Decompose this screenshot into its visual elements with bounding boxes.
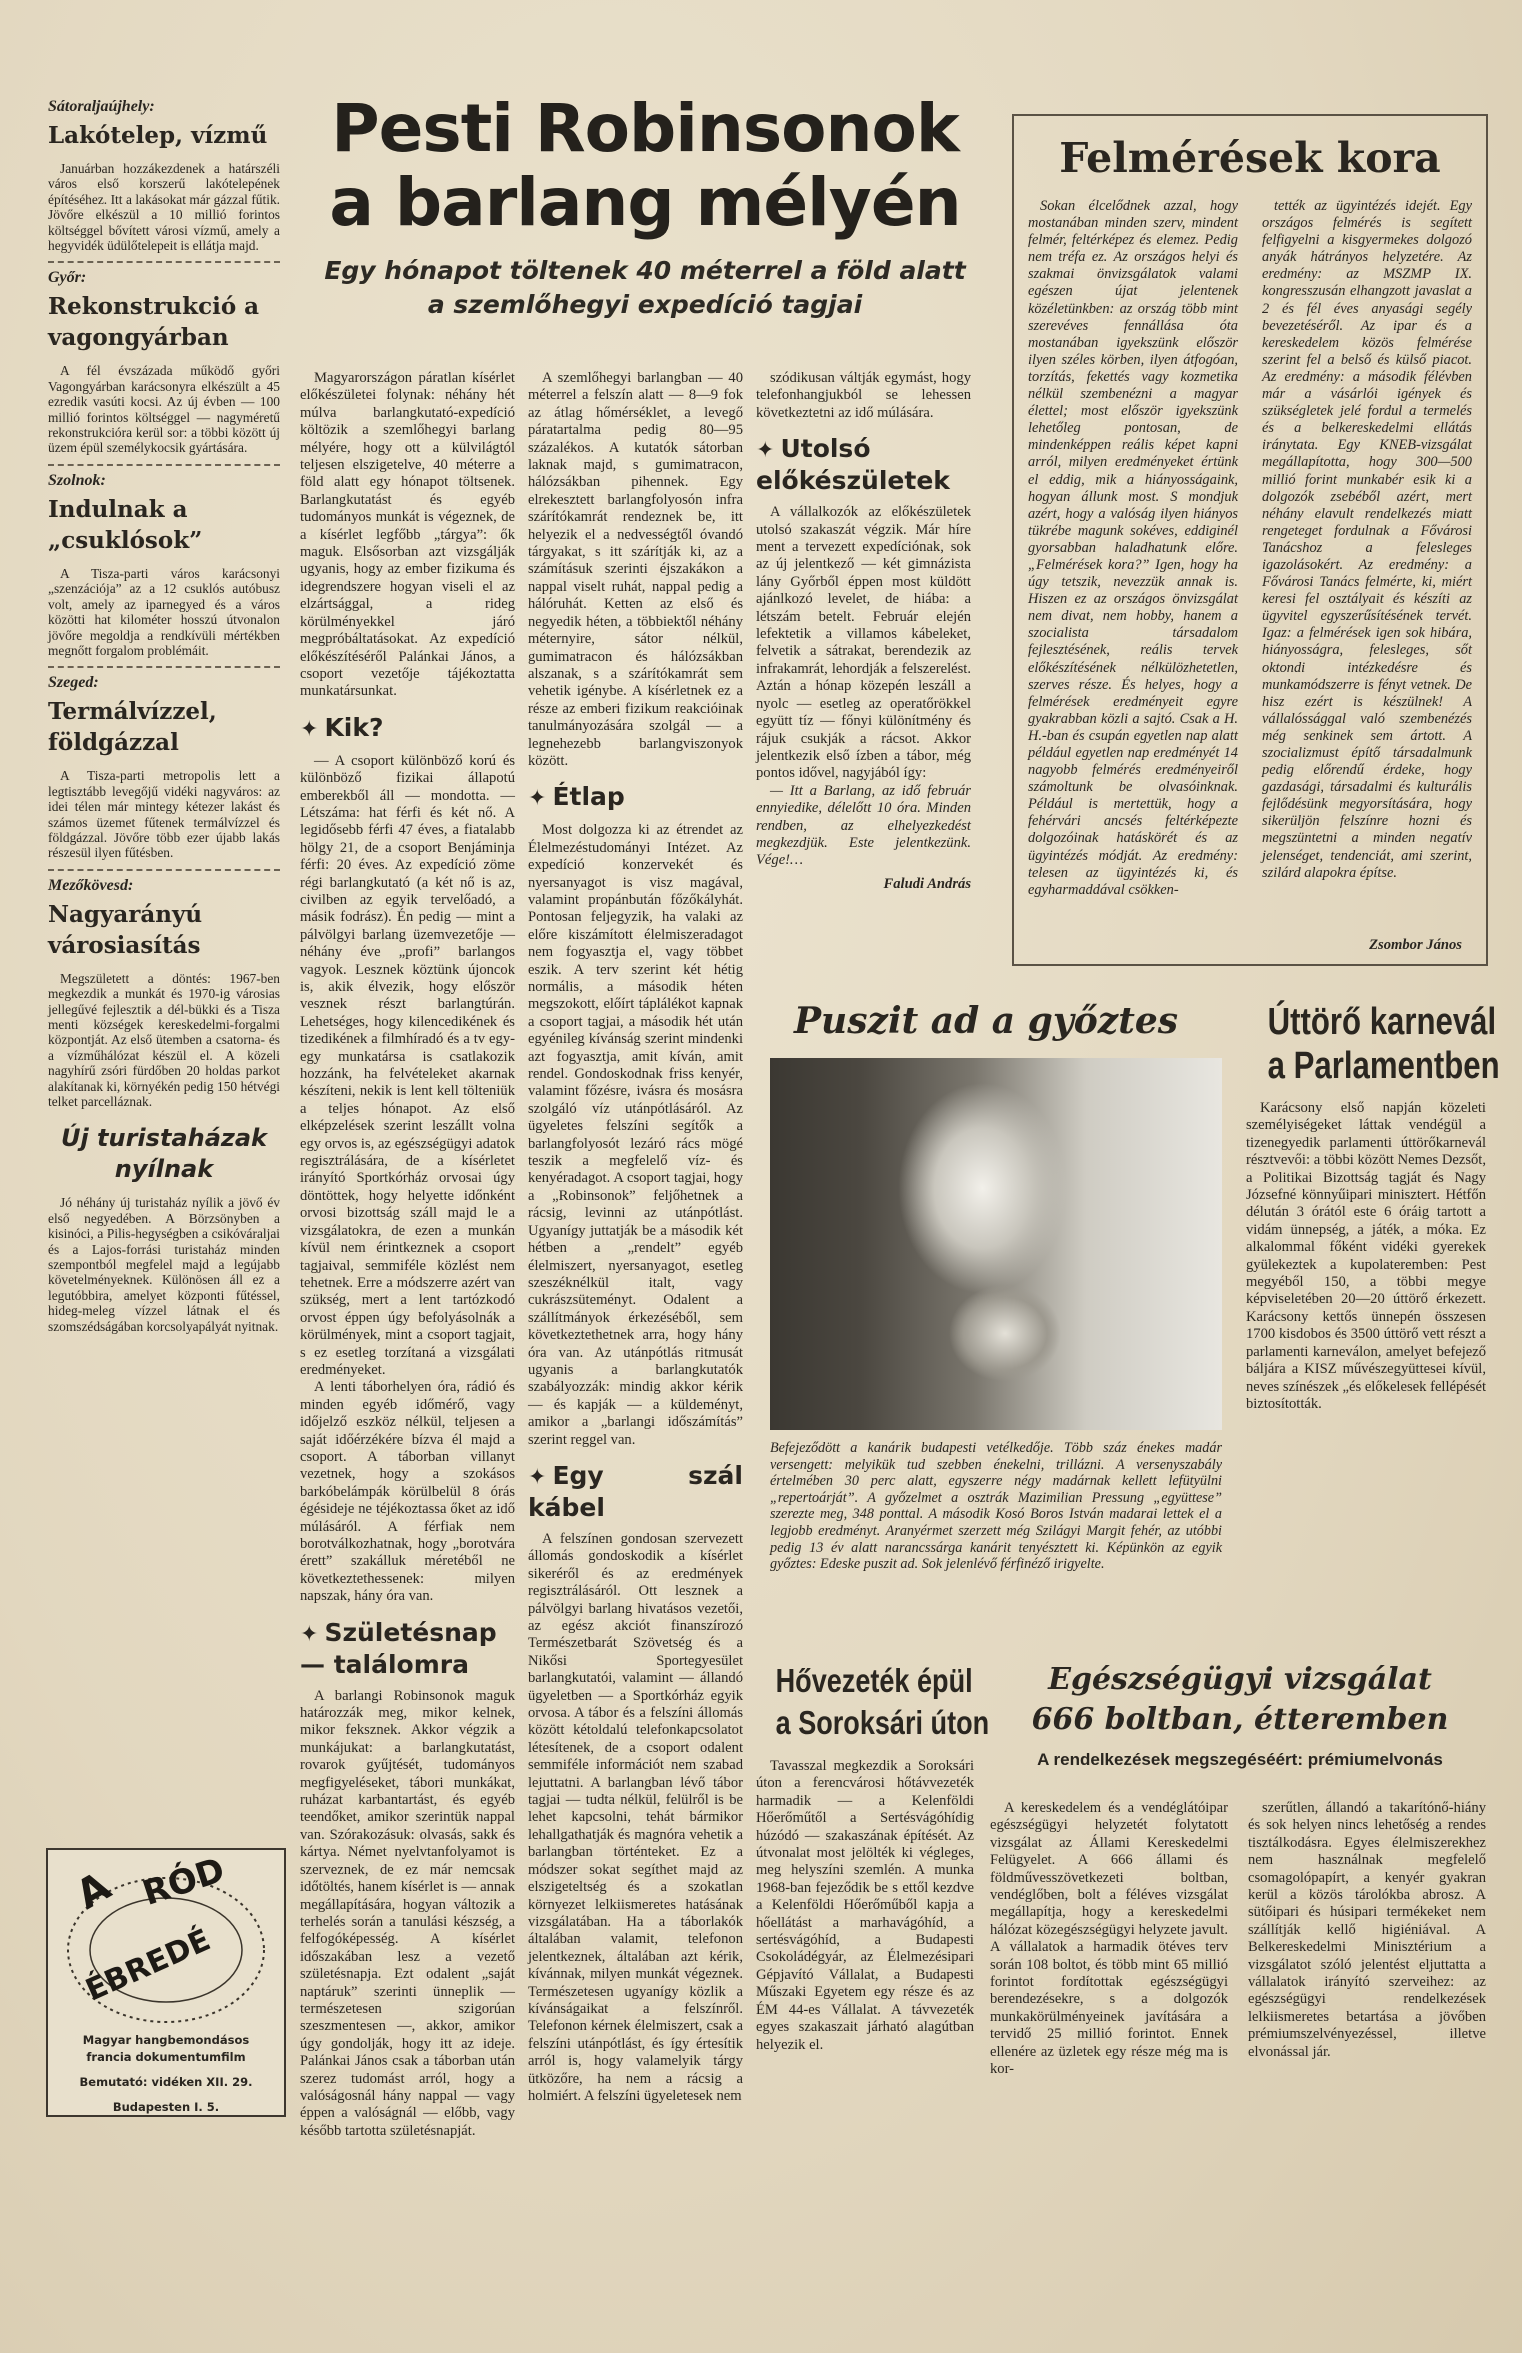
felmeresek-column-2: tették az ügyintézés idejét. Egy országos felmérés is segített felfigyelni a kisgyermekes dolgozó anyák hátrányos helyzetére. Az eredmény: az MSZMP IX. kongresszusán elhangzott javaslat a 2 és fél éves anyasági segély bevezetéséről. Az ipar és a kereskedelem közös felmérése szerint fel a belső és külső piacot. Az eredmény: a második félévben már a vásárlói igények és szükségletek jelé fordul a termelés és a belkereskedelmi ellátás iránytata. Egy KNEB-vizsgálat megállapította, hogy 300—500 millió forint munkabér esik ki a dolgozók zsebéből azért, mert néhány elavult rendelkezés miatt rengeteget fordulnak a Fővárosi Tanácshoz a felesleges igazolásokért. Az eredmény: a Fővárosi Tanács felmérte, ki, miért keresi fel osztályait és készíti az ügyvitel egyszerűsítésének tervét. Igaz: a felmérések igen sok hibára, hiányosságra, felesleges, sőt oktondi intézkedésre és munkamódszerre is fényt vetnek. De hisz ezért is készülnek! A vállalóssággal való szembenézés még senkinek sem ártott. A szocializmust építő társadalmunk pedig előrendű érdeke, hogy gazdasági, társadalmi és kulturális fejlődésünk megyorsítására, hogy sikerüljön felszínre hozni és megszüntetni a minden negatív jelenséget, tendenciát, ami szerint, szilárd alapokra építse. [1262, 198, 1472, 881]
paragraph: Most dolgozza ki az étrendet az Élelmezéstudományi Intézet. Az expedíció konzervekét és nyersanyagot is visz magával, valamint propánbután főzőkályhát. Pontosan feljegyzik, ha valaki az előre kiszámított élelmiszeradagot nem fogyasztja el, vagy többet eszik. A terv szerint két hétig normális, a második héten megszokott, előírt táplálékot kapnak a csoport tagjai, a második hét után egyénileg kívánság szerint mindenki azt fogyasztja, amit kíván, amit rendel. Gondoskodnak friss kenyér, valamint főzésre, ivásra és mosásra szolgáló víz utánpótlásáról. Az ügyeletes felszíni segítők a barlangfolyosót lezáró rács mögé teszik a megfelelő víz- és kenyéradagot. A csoport tagjai, hogy a „Robinsonok” feljőhetnek a rácsig, levinni az utánpótlást. Ugyanígy juttatják be a második két hétben a „rendelt” egyéb élelmiszert, nyersanyagot, esetleg szeszéknélkül italt, vagy cukrászsüteményt. Odalent a szállítmányok érkezéséből, sem következtethetnek arra, hogy hány óra van. Az utánpótlás ritmusát ugyanis a barlangkutatók szabályozzák: mindig akkor kérik — és kapják — a küldeményt, amikor a „barlangi időszámítás” szerint reggel van. [528, 822, 743, 1448]
news-item-gyor [48, 269, 280, 455]
paragraph: A barlangi Robinsonok maguk határozzák meg, mikor kelnek, mikor feksznek. Akkor végzik a munkájukat: a barlangkutatást, rovarok gyűjtését, tudományos megfigyeléseket, tábori munkákat, ruházat karbantartást, és egyéb teendőket, amikor szerintük nappal van. Szórakozásuk: olvasás, sakk és kártya. Német nyelvtanfolyamot is szerveznek, de ez már nemcsak időtöltés, hanem kísérlet is — annak megállapítására, hogyan változik a terhelés során a tanulási készség, a felfogóképesség. A kísérlet időszakában lesz a vezető születésnapja. Ezt odalent „saját naptáruk” szerinti ünneplik — természetesen szigorúan szeszmentesen —, akkor, amikor úgy gondolják, hogy itt az ideje. Palánkai János csak a táborban után szerez tudomást arról, hogy a valóságosnál hány nappal — vagy éppen a valóságnál — előbb, vagy később tartotta születésnapját. [300, 1687, 515, 2139]
section-heading-kik: ✦ Kik? [300, 712, 384, 742]
divider [48, 869, 280, 871]
author-signature: Zsombor János [1369, 937, 1462, 953]
section-heading-szuletesnap: ✦ Születésnap — találomra [300, 1617, 497, 1679]
news-text: Januárban hozzákezdenek a határszéli város első korszerű lakótelepének építéséhez. Itt a lakásokat már gázzal fűtik. Jövőre elkészül a 10 millió forintos költséggel bővített városi vízmű, amely a hegyvidék üdülőtelepeit is ellátja majd. [48, 161, 280, 254]
dateline: Mezőkövesd: [48, 876, 134, 894]
news-text: A Tisza-parti metropolis lett a legtisztább levegőjű vidéki nagyváros: az idei télen már mintegy kétezer lakást és számos üzemet fűtenek termálvízzel és földgázzal. Jövőre több ezer újabb lakás részesül ilyen fűtésben. [48, 768, 280, 861]
felmeresek-column-1: Sokan élcelődnek azzal, hogy mostanában minden szerv, mindent felmér, feltérképez és elemez. Pedig nem tréfa ez. Az országos helyi és szakmai önvizsgálatok valami egészen újat jelentenek közéletünkben: az ország több mint szerevéves fennállása óta mostanában igyekszünk először ilyen széles körben, ilyen átfogóan, torzítás, fekettés vagy kozmetika nélkül szembenézni a magyar élettel; most először igyekszünk lehetőleg pontosan, de mindenképpen reális képet kapni arról, milyen eredményeket értünk el eddig, mik a hiányosságaink, hogyan állunk most. S mondjuk azért, hogy a valóság ilyen hiányos tükrébe magunk sokéves, eddiginél gyorsabban haladhatunk előre. „Felmérések kora?” Igen, hogy ha úgy tetszik, nevezzük annak is. Hiszen ez az országos önvizsgálat nem divat, nem hobby, hanem a szocialista társadalom fejlesztésének, reális tervek előkészítésének nélkülözhetetlen, szerves része. És helyes, hogy a felmérések eredményeit egyre gyakrabban közli a sajtó. Csak a H. H.-ban és csupán egyetlen nap alatt például egyetlen nap eredményét 14 nagyobb felmérés eredményeiről számoltunk be olvasóinknak. Például is mertettük, hogy a fehérvári ancsés feltérképezte dolgozóinak hatáskörét és az ügyintézés módját. Az eredmény: telesen az ügyintézés ki, és egyharmaddával csökken- [1028, 198, 1238, 898]
paragraph: szódikusan váltják egymást, hogy telefonhangjukból se lehessen következtetni az idő múlására. [756, 370, 971, 421]
paragraph: — A csoport különböző korú és különböző fizikai állapotú emberekből áll — mondotta. — Létszáma: hat férfi és két nő. A legidősebb férfi 47 éves, a fiatalabb hölgy 21, de a csoport Benjáminja férfi: 20 éves. Az expedíció zöme régi barlangkutató (a két nő is az, civilben az egyik tervelőadó, a másik fodrász). Én pedig — mint a pálvölgyi barlang üzemvezetője — néhány éve „profi” barlangos vagyok. Lesznek köztünk újoncok is, akik élvezik, hogy először vesznek részt barlangtúrán. Lehetséges, hogy kilencedikének és tizedikének a filmhíradó és a tv egy-egy munkatársa is csatlakozik hozzánk, ha felvételeket akarnak készíteni, nekik is lent kell tölteniük a teljes hónapot. Az első elképzelések szerint leszállt volna egy orvos is, az egészségügyi adatok regisztrálására, de a kísérletet irányító Sportkórház orvosai úgy döntöttek, hogy helyette időnként orvosi bizottság száll majd le a vizsgálatokra, de ezen a munkán kívül nem érintkeznek a csoport tagjaival, semmiféle közlést nem tehetnek. Erre a módszerre azért van szükség, mert a lent tartózkodó orvost éppen úgy befolyásolnák a körülmények, mint a csoport tagjait, s ez esetleg torzítaná a vizsgálati eredményeket. [300, 752, 515, 1378]
egeszseg-column-2: szerűtlen, állandó a takarítónő-hiány és sok helyen nincs lehetőség a rendes tisztálkodásra. Egyes élelmiszerekhez nem használnak megfelelő csomagolópapírt, a kenyér gyakran kerül a közös tárolókba abrosz. A sütőipari és húsipari termékeket nem szállítják kellő higiéniával. A Belkereskedelmi Minisztérium a vizsgálatot szóló jelentést eljuttatta a vállalatok irányító szerveihez: az egészségügyi rendelkezések lelkiismeretes betartása a jövőben prémiumszelvényezéssel, illetve elvonással jár. [1248, 1800, 1486, 2060]
hovezetek-article [756, 1660, 990, 2230]
kiss-photo [770, 1058, 1222, 1430]
dateline: Szeged: [48, 674, 99, 692]
ad-title-word-2: RÓD [137, 1850, 230, 1914]
news-item-satoraljaujhely [48, 98, 280, 253]
news-text: A Tisza-parti város karácsonyi „szenzációja” az a 12 csuklós autóbusz volt, amely az iparnegyed és a város közötti hat kilométer hosszú útvonalon jövőre megoldja a rendkívüli mértékben megnőtt forgalom problémáit. [48, 565, 280, 658]
egeszseg-article [990, 1660, 1490, 2230]
puszit-title: Puszit ad a győztes [793, 1000, 1179, 1042]
headline: Termálvízzel, földgázzal [48, 698, 217, 757]
section-heading-utolso: ✦ Utolsó előkészületek [756, 434, 950, 496]
headline: Nagyarányú városiasítás [48, 900, 203, 959]
main-subtitle-line-1: Egy hónapot töltenek 40 méterrel a föld alatt [324, 256, 966, 285]
uttoro-title-line-1: Úttörő karnevál [1267, 1001, 1497, 1043]
news-item-szeged [48, 674, 280, 860]
photo-caption: Befejeződött a kanárik budapesti vetélkedője. Több száz énekes madár versengett: melyikük tud szebben énekelni, trillázni. A versenyszabály értelmében 30 perc alatt, egyszerre négy madárnak kellett lefütyülni „repertoárját”. A győzelmet a osztrák Mazimilian Pressung „együttese” szerezte meg, 348 ponttal. A második Kosó Boros István madarai lettek el a legjobb eredményt. Aranyérmet szerzett még Szilágyi Margit fehér, az utóbbi pedig 13 év alatt narancssárga kanárit tenyésztett ki. Képünkön az egyik győztes: Edeske puszit ad. Sok jelenlévő férfinéző irigyelte. [770, 1440, 1222, 1573]
hovezetek-title-line-1: Hővezeték épül [775, 1662, 973, 1699]
news-item-szolnok [48, 472, 280, 658]
main-headline [300, 92, 990, 322]
ad-title-word-1: A [68, 1863, 119, 1919]
ad-title-word-3: ÉBREDÉ [80, 1922, 216, 2009]
main-article-column-2 [528, 370, 743, 2104]
egeszseg-title-line-2: 666 boltban, étteremben [1031, 1702, 1449, 1737]
main-title-line-1: Pesti Robinsonok [331, 90, 959, 167]
felmeresek-box [1012, 114, 1488, 966]
ad-line: Budapesten I. 5. [112, 2100, 220, 2114]
paragraph: A vállalkozók az előkészületek utolsó szakaszát végzik. Már híre ment a tervezett expedíciónak, sok az új jelentkező — két gimnázista lány Győrből éppen most küldött ajánlkozó levelet, de hiába: a létszám betelt. Február elején lefektetik a villamos kábeleket, felvetik a sátrakat, berendezik az infrakamrát, lehordják a felszerelést. Aztán a hónap közepén leszáll a nyolc — esetleg az operatőrökkel együtt tíz — főnyi különítmény és rájuk csukják a rácsot. Akkor jelentkezik első ízben a tábor, még pontos idővel, nagyjából így: [756, 504, 971, 782]
divider [48, 666, 280, 668]
section-heading-egy-szal-kabel: ✦ Egy szál kábel [528, 1460, 743, 1522]
felmeresek-title: Felmérések kora [1059, 134, 1441, 182]
uttoro-title-line-2: a Parlamentben [1267, 1045, 1500, 1087]
paragraph: Magyarországon páratlan kísérlet előkészületei folynak: néhány hét múlva barlangkutató-expedíció költözik a szemlőhegyi barlang mélyére, hogy ott a külvilágtól teljesen elszigetelve, 40 méterre a föld alatt egy hónapot töltsenek. Barlangkutatást és egyéb tudományos munkát is végeznek, de a kísérlet legfőbb „tárgya”: ők maguk. Elsősorban azt vizsgálják ugyanis, hogy az ember fizikuma és idegrendszere hogyan viseli el az elzártsággal, a rideg körülményekkel járó megpróbáltatásokat. Az expedíció előkészítéséről Palánkai János, a csoport vezetője tájékoztatta munkatársunkat. [300, 370, 515, 700]
uttoro-article [1246, 1000, 1500, 1640]
divider [48, 261, 280, 263]
ad-line: Magyar hangbemondásos [82, 2033, 250, 2047]
turistahaz-text: Jó néhány új turistaház nyílik a jövő év első negyedében. A Börzsönyben a kisinóci, a Pilis-hegységben a csikóváraljai és a Lajos-forrási turistaház minden szempontból megfelel majd a legújabb követelményeknek. Különösen áll ez a legutóbbira, amelyet központi fűtéssel, hideg-meleg vízzel látnak el és szomszédságában korcsolyapályát nyitnak. [48, 1195, 280, 1334]
dateline: Győr: [48, 269, 87, 287]
dateline: Szolnok: [48, 471, 106, 489]
egeszseg-title-line-1: Egészségügyi vizsgálat [1048, 1662, 1432, 1697]
headline: Indulnak a „csuklósok” [48, 495, 203, 554]
hovezetek-text: Tavasszal megkezdik a Soroksári úton a ferencvárosi hőtávvezeték harmadik — a Kelenföldi Hőerőműtől a Sertésvágóhídig húzódó — szakaszának építését. Az útvonalat most jelölték ki végleges, meg helyszíni szemlén. A munka 1968-ban fejeződik be s ettől kezdve a Kelenföldi Hőerőműből kapja a hőellátást a marhavágóhíd, a sertésvágóhíd, a Budapesti Csokoládégyár, az Élelmezésipari Gépjavító Vállalat, a Budapesti Műszaki Egyetem egy része és az ÉM 44-es Vállalat. A távvezeték egyes szakaszait járható alagútban helyezik el. [756, 1758, 974, 2053]
turistahaz-article [48, 1123, 280, 1334]
paragraph: A szemlőhegyi barlangban — 40 méterrel a felszín alatt — 8—9 fok az átlag hőmérséklet, a levegő páratartalma pedig 80—95 százalékos. A kutatók sátorban laknak majd, s gumimatracon, hálózsákban pihennek. Egy elrekesztett barlangfolyosón infra szárítókamrát rendeznek be, itt helyezik el a nedvességtől óvandó tárgyakat, s itt szárítják ki, az a számításuk szerinti éjszakákon a nappal viselt ruhát, nappal pedig a hálóruhát. Ketten az első és negyedik héten, a többiektől néhány méternyire, sátor nélkül, gumimatracon és hálózsákban alszanak, s a szárítókamrát sem vehetik igénybe. A kísérletnek ez a része az emberi fizikum reakcióinak tanulmányozására szolgál — a legnehezebb barlangviszonyok között. [528, 370, 743, 769]
left-news-column [48, 92, 280, 1812]
paragraph: A lenti táborhelyen óra, rádió és minden egyéb időmérő, vagy időjelző eszköz nélkül, teljesen a saját időérzékére bízva él majd a csoport. A táborban villanyt vezetnek, hogy a szokásos barkóbelámpák körülbelül 8 órás égésideje ne téjékoztassa őket az idő múlásáról. A férfiak nem borotválkozhatnak, hogy „borotvára érett” szakálluk méretéből ne következtethessenek: milyen napszak, hány óra van. [300, 1379, 515, 1605]
main-title-line-2: a barlang mélyén [329, 164, 961, 241]
paragraph: A felszínen gondosan szervezett állomás gondoskodik a kísérlet sikeréről és az eredmények regisztrálásáról. Ott lesznek a pálvölgyi barlang hivatásos vezetői, az egész akciót finanszírozó Természetbarát Szövetség és a Nikősi Sportegyesület barlangkutatói, valamint — állandó ügyeletben — a Sportkórház egyik orvosa. A tábor és a felszíni állomás között kétoldalú telefonkapcsolatot létesítenek, de a csoport odalent semmiféle információt nem szabad lejuttatni. A barlangban lévő tábor tagjai — tudta nélkül, felülről is be lehet kapcsolni, tehát bármikor lehallgathatják és magnóra vehetik a barlangban történteket. Ez a módszer sokat segíthet majd az elszigeteltség és a szokatlan környezet lelkiismeretes hatásának vizsgálatában. Ha a táborlakók általában valamit, telefonon jelentkeznek, általában azt kérik, kívánnak, milyen munkát végeznek. Természetesen ugyanígy közlik a kívánságaikat a felszínről. Telefonon kérnek élelmiszert, csak a felszíni utánpótlást, és így értesítik arról is, hogy valamelyik tárgy ütközőre, ha nem a rácsig a holmiért. A felszíni ügyeletesek nem [528, 1530, 743, 2104]
egeszseg-subtitle: A rendelkezések megszegéséért: prémiumelvonás [1037, 1750, 1443, 1769]
ad-info [48, 2032, 284, 2116]
author-signature: Faludi András [883, 875, 971, 892]
uttoro-text: Karácsony első napján közeleti személyiségeket láttak vendégül a tizenegyedik parlamenti úttörőkarnevál résztvevői: a többi között Nemes Dezsőt, a Politikai Bizottság tagját és Nagy Józsefné könnyűipari minisztert. Hétfőn délután 3 órától este 6 óráig tartott a vidám ünnepség, a játék, a móka. Ez alkalommal főként vidéki gyerekek gyülekeztek a kupolateremben: Pest megyéből 150, a többi megye képviseletében 20—20 úttörő érkezett. Karácsony kettős ünnepén összesen 1700 kisdobos és 3500 úttörő vett részt a parlamenti karneválon, amelyet befejező báljára a KISZ művészegyüttesei kívül, neves színészek „és előkelesek fellépését biztosították. [1246, 1100, 1486, 1412]
main-subtitle-line-2: a szemlőhegyi expedíció tagjai [427, 290, 863, 319]
headline: Rekonstrukció a vagongyárban [48, 293, 260, 352]
headline: Lakótelep, vízmű [48, 122, 268, 149]
ad-line: francia dokumentumfilm [86, 2050, 246, 2064]
news-item-mezokovesd [48, 877, 280, 1110]
dateline: Sátoraljaújhely: [48, 98, 155, 115]
divider [48, 464, 280, 466]
quote: — Itt a Barlang, az idő február ennyiedike, délelőtt 10 óra. Minden rendben, az elhelyezkedést megkezdjük. Este jelentkezünk. Vége!… [756, 782, 971, 869]
main-article-column-3 [756, 370, 971, 970]
hovezetek-title-line-2: a Soroksári úton [775, 1704, 990, 1741]
news-text: Megszületett a döntés: 1967-ben megkezdik a munkát és 1970-ig városias jellegűvé fejlesztik a dél-bükki és a Tisza menti községek kereskedelmi-forgalmi központját. Az első ütemben a csatorna- és a vízműhálózat készül el. A közeli nagyhírű zsóri fürdőben 20 holdas parkot alakítanak ki, környékén pedig 150 hétvégi telket parcelláznak. [48, 970, 280, 1109]
turistahaz-headline: Új turistaházak nyílnak [60, 1124, 268, 1184]
news-text: A fél évszázada működő győri Vagongyárban karácsonyra elkészült a 45 ezredik vasúti kocsi. Az új évben — 100 millió forintos költséggel — nagyméretű rekonstrukcióra kerül sor: a többi között új üzem épül személykocsik gyártására. [48, 363, 280, 456]
ad-line: Bemutató: vidéken XII. 29. [79, 2075, 253, 2089]
egeszseg-column-1: A kereskedelem és a vendéglátóipar egészségügyi helyzetét folytatott vizsgálat az Állami Kereskedelmi Felügyelet. A 666 állami és földművesszövetkezeti boltban, vendéglőben, bolt a féléves vizsgálat megállapítja, hogy a kereskedelmi hálózat közegészségügyi helyzete javult. A vállalatok a harmadik ötéves terv során 108 boltot, és több mint 65 millió forintot fordítottak egészségügyi berendezésekre, s a dolgozók munkakörülményeinek javítására a tervidő 25 millió forintot. Ennek ellenére az üzletek egy része még ma is kor- [990, 1800, 1228, 2078]
main-article-column-1 [300, 370, 515, 2139]
film-advertisement [46, 1848, 286, 2117]
section-heading-etlap: ✦ Étlap [528, 782, 625, 812]
